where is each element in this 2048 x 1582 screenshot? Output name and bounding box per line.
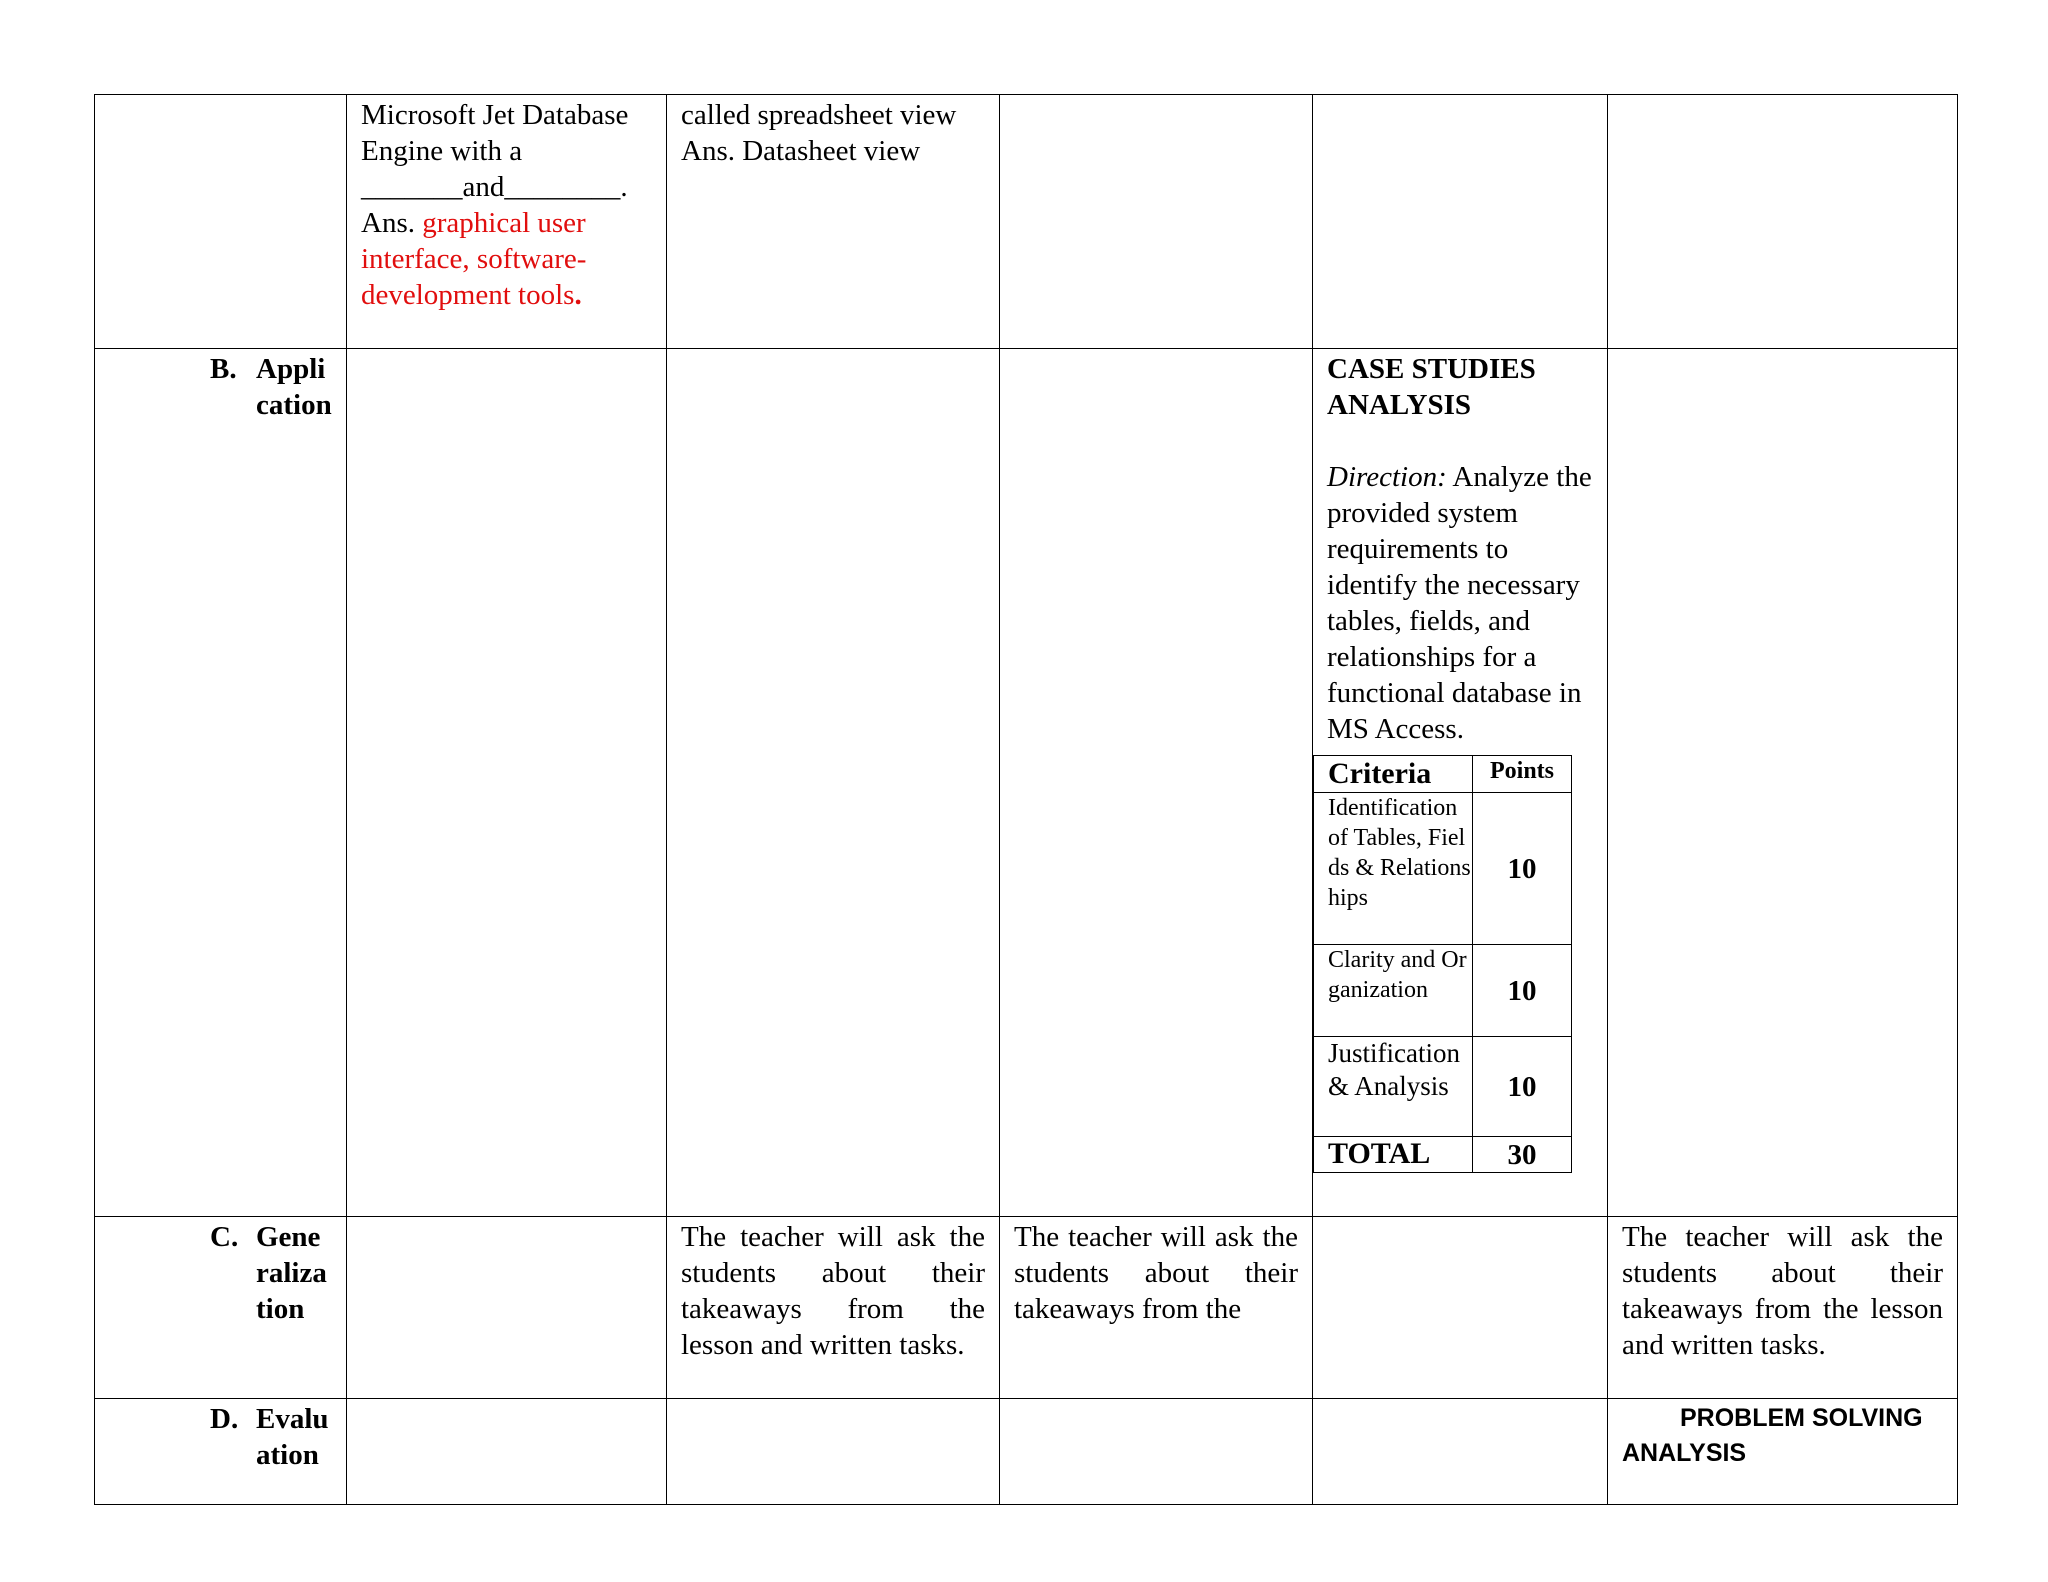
rubric-total-row [1314, 1137, 1572, 1173]
answer-block [361, 205, 651, 313]
direction-text: Analyze the provided system requirements to identify the necessary tables, fields, and relationships for a functional database in MS Access. [1327, 461, 1592, 745]
direction-label: Direction: [1327, 461, 1447, 493]
rubric-criteria: Justification & Analysis [1314, 1037, 1473, 1137]
case-studies-title-2: ANALYSIS [1327, 389, 1471, 421]
empty-cell [1313, 1217, 1608, 1399]
question-tail-line: called spreadsheet view [681, 99, 957, 131]
empty-cell [1608, 95, 1958, 349]
row-label-cell [95, 1217, 347, 1399]
row-letter: C. [210, 1221, 239, 1253]
row-letter: D. [210, 1403, 239, 1435]
row-heading: Evaluation [256, 1403, 329, 1471]
generalization-text: The teacher will ask the students about their takeaways from the lesson and written tasks. [681, 1221, 985, 1361]
row-label-cell [95, 95, 347, 349]
row-heading: Generalization [256, 1221, 327, 1325]
empty-cell [347, 1399, 667, 1505]
table-row-continuation [95, 95, 1958, 349]
rubric-header-row [1314, 756, 1572, 793]
rubric-criteria: Identification of Tables, Fields & Relationships [1314, 793, 1473, 945]
empty-cell [1608, 349, 1958, 1217]
case-studies-title: CASE STUDIES [1327, 353, 1536, 385]
empty-cell [1000, 1399, 1313, 1505]
question-line: Microsoft Jet Database [361, 99, 629, 131]
rubric-points: 10 [1473, 793, 1572, 945]
row-label-cell [95, 1399, 347, 1505]
generalization-cell [667, 1217, 1000, 1399]
empty-cell [1000, 95, 1313, 349]
question-blank-line: _______and________. [361, 171, 628, 203]
table-row-application [95, 349, 1958, 1217]
answer-text: graphical user interface, software-development tools [361, 207, 587, 311]
generalization-text: The teacher will ask the students about their takeaways from the [1014, 1221, 1298, 1325]
generalization-text: The teacher will ask the students about their takeaways from the lesson and written tasks. [1622, 1221, 1943, 1361]
rubric-header-criteria: Criteria [1314, 756, 1473, 793]
rubric-row [1314, 1037, 1572, 1137]
question-line: Engine with a [361, 135, 523, 167]
row-heading: Application [256, 353, 332, 421]
rubric-header-points: Points [1473, 756, 1572, 793]
empty-cell [667, 1399, 1000, 1505]
rubric-total-label: TOTAL [1314, 1137, 1473, 1173]
rubric-table [1313, 755, 1572, 1173]
rubric-points: 10 [1473, 945, 1572, 1037]
table-row-generalization [95, 1217, 1958, 1399]
rubric-row [1314, 793, 1572, 945]
empty-cell [347, 349, 667, 1217]
empty-cell [1313, 1399, 1608, 1505]
rubric-row [1314, 945, 1572, 1037]
evaluation-title: PROBLEM SOLVING [1680, 1404, 1923, 1432]
answer-line: Ans. Datasheet view [681, 135, 921, 167]
row-letter: B. [210, 353, 237, 385]
case-studies-cell [1313, 349, 1608, 1217]
rubric-criteria: Clarity and Organization [1314, 945, 1473, 1037]
generalization-cell [1000, 1217, 1313, 1399]
direction-paragraph [1327, 459, 1597, 747]
answer-cell [667, 95, 1000, 349]
rubric-points: 10 [1473, 1037, 1572, 1137]
lesson-plan-table [94, 94, 1958, 1505]
rubric-total-points: 30 [1473, 1137, 1572, 1173]
table-row-evaluation [95, 1399, 1958, 1505]
empty-cell [667, 349, 1000, 1217]
row-label-cell [95, 349, 347, 1217]
question-cell [347, 95, 667, 349]
answer-period: . [574, 279, 582, 311]
empty-cell [1313, 95, 1608, 349]
evaluation-cell [1608, 1399, 1958, 1505]
evaluation-title-2: ANALYSIS [1622, 1439, 1747, 1467]
generalization-cell [1608, 1217, 1958, 1399]
answer-prefix: Ans. [361, 207, 415, 239]
empty-cell [1000, 349, 1313, 1217]
empty-cell [347, 1217, 667, 1399]
